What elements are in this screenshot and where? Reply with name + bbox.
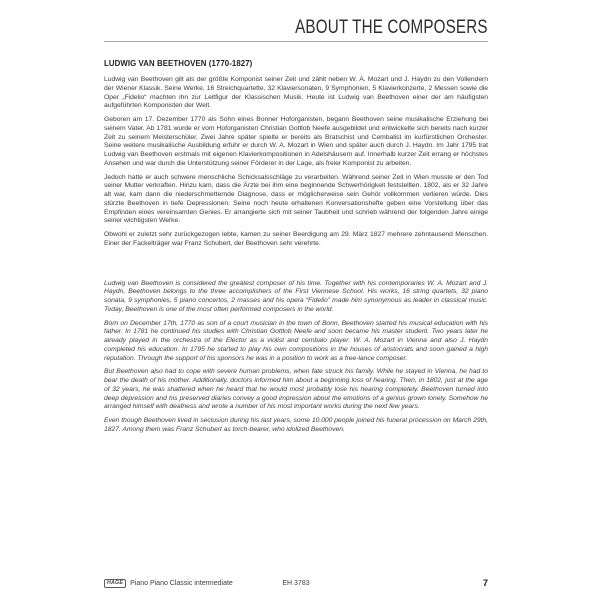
page-header <box>104 18 488 42</box>
german-paragraph: Ludwig van Beethoven gilt als der größte Komponist seiner Zeit und zählt neben W. A. Mozart und J. Haydn zu den Vollendern der Wiener Klassik. Seine Werke, 16 Streichquartette, 32 Klaviersonaten, 9 Symphonien, 5 Klavierkonzerte, 2 Messen sowie die Oper „Fidelio“ machten ihn zur Leitfigur der Klassischen Musik. Heute ist Ludwig van Beethoven einer der am häufigsten aufgeführten Komponisten der Welt. <box>104 76 488 110</box>
german-paragraph: Obwohl er zuletzt sehr zurückgezogen lebte, kamen zu seiner Beerdigung am 29. März 1827 mehrere zehntausend Menschen. Einer der Fackelträger war Franz Schubert, der Beethoven sehr verehrte. <box>104 231 488 247</box>
footer-left <box>104 579 233 588</box>
page-number: 7 <box>482 578 488 589</box>
german-section <box>104 76 488 249</box>
english-section <box>104 280 488 435</box>
german-paragraph: Jedoch hatte er auch schwere menschliche Schicksalsschläge zu verarbeiten. Während seiner Zeit in Wien musste er den Tod seiner Mutter verkraften. Hinzu kam, dass die Ärzte bei ihm eine beginnende Schwerhörigkeit feststellten. 1802, als er 32 Jahre alt war, kam dann die niederschmetternde Diagnose, dass er möglicherweise sein Gehör vollkommen verlieren würde. Dies stürzte Beethoven in tiefe Depressionen. Seine noch heute erhaltenen Konversationshefte geben eine Vorstellung über das Empfinden eines vereinsamten Genies. Er arrangierte sich mit seiner Taubheit und schrieb während der folgenden Jahre einige seiner wichtigsten Werke. <box>104 173 488 225</box>
publisher-logo: HAGE <box>104 579 126 588</box>
series-title: Piano Piano Classic intermediate <box>130 580 233 587</box>
article-body <box>104 76 488 440</box>
english-paragraph: But Beethoven also had to cope with severe human problems, when fate struck his family. While he stayed in Vienna, he had to bear the death of his mother. Additionally, doctors informed him about a beginning loss of hearing. Then, in 1802, just at the age of 32 years, he was shattered when he heard that he would most probably lose his hearing completely. Beethoven turned into deep depression and his preserved diaries convey a good impression about the emotions of a genius grown lonely. Somehow he arranged himself with deafness and wrote a number of his most important works during the next few years. <box>104 368 488 411</box>
english-paragraph: Born on December 17th, 1770 as son of a court musician in the town of Bonn, Beethoven started his musical education with his father. In 1781 he continued his studies with Christian Gottlob Neefe and soon became his master student. Two years later he already played in the orchestra of the Elector as a violist and cembalo player. W. A. Mozart in Vienna and also J. Haydn completed his education. In 1795 he started to play his own compositions in the houses of aristocrats and soon gained a high reputation. Through the support of his sponsors he was in a position to work as a free-lance composer. <box>104 319 488 362</box>
catalog-number: EH 3783 <box>282 580 310 587</box>
composer-heading-wrap <box>104 53 488 71</box>
english-paragraph: Ludwig van Beethoven is considered the greatest composer of his time. Together with his contemporaries W. A. Mozart and J. Haydn, Beethoven belongs to the three accomplishers of the First Viennese School. His works, 16 string quartets, 32 piano sonata, 9 symphonies, 5 piano concertos, 2 masses and his opera “Fidelio” made him synonymous as leader in classical music. Today, Beethoven is one of the most often performed composers in the world. <box>104 279 488 313</box>
german-paragraph: Geboren am 17. Dezember 1770 als Sohn eines Bonner Hoforganisten, begann Beethoven seine musikalische Erziehung bei seinem Vater. Ab 1781 wurde er vom Hoforganisten Christian Gottlob Neefe ausgebildet und entwickelte sich bereits nach kurzer Zeit zu seinem Meisterschüler. Zwei Jahre später spielte er bereits als Bratschist und Cembalist im kurfürstlichen Orchester. Seine weitere musikalische Ausbildung erfuhr er durch W. A. Mozart in Wien und später auch durch J. Haydn. Im Jahr 1795 trat Ludwig van Beethoven erstmals mit eigenen Klavierkompositionen in Adelshäusern auf. Innerhalb kurzer Zeit errang er höchstes Ansehen und war durch die Unterstützung seiner Förderer in der Lage, als freier Komponist zu arbeiten. <box>104 116 488 167</box>
composer-heading: LUDWIG VAN BEETHOVEN (1770-1827) <box>104 58 253 68</box>
page-footer <box>104 578 488 589</box>
page-title: ABOUT THE COMPOSERS <box>295 17 488 38</box>
english-paragraph: Even though Beethoven lived in seclusion during his last years, some 10.000 people joined his funeral procession on March 29th, 1827. Among them was Franz Schubert as torch-bearer, who idolized Beethoven. <box>104 417 488 433</box>
